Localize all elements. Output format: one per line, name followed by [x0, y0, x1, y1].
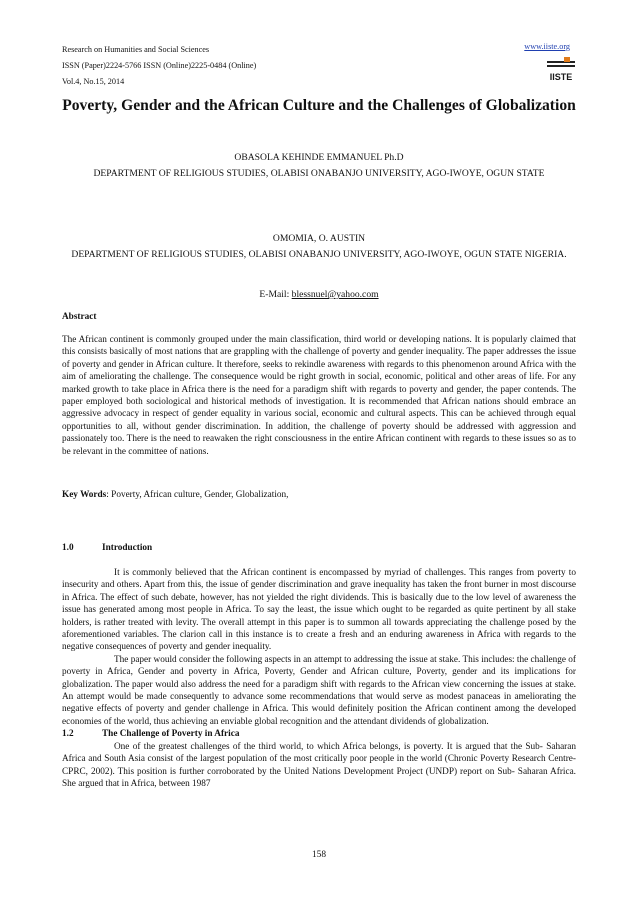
email-link[interactable]: blessnuel@yahoo.com	[291, 289, 379, 300]
section-number: 1.0	[62, 543, 74, 553]
author-2-affiliation: DEPARTMENT OF RELIGIOUS STUDIES, OLABISI ONABANJO UNIVERSITY, AGO-IWOYE, OGUN STATE NIGERIA.	[71, 249, 567, 260]
section-poverty-heading	[62, 728, 576, 740]
keywords-text: : Poverty, African culture, Gender, Globalization,	[106, 490, 289, 500]
keywords	[62, 489, 576, 501]
author-1-name: OBASOLA KEHINDE EMMANUEL Ph.D	[234, 152, 404, 163]
paragraph: It is commonly believed that the African continent is encompassed by myriad of challenges. This ranges from poverty to insecurity and others. Apart from this, the issue of gender discrimination and grave inequality has taken the front burner in most discourse in Africa. The effect of such debate, however, has not yielded the right dividends. This is basically due to the low level of awareness the issue has generated among most people in Africa. To say the least, the issue which ought to be regarded as quite pertinent by all stake holders, is rather treated with levity. The overall attempt in this paper is to summon all towards appreciating the challenge posed by the aforementioned variables. The clarion call in this instance is to create a fresh and an enduring awareness in Africa with regards to the negative consequences of poverty and gender inequality.	[62, 568, 576, 653]
abstract-heading: Abstract	[62, 312, 97, 322]
section-number: 1.2	[62, 729, 74, 740]
journal-name: Research on Humanities and Social Sciences	[62, 45, 210, 54]
paper-title: Poverty, Gender and the African Culture and the Challenges of Globalization	[62, 97, 576, 114]
paragraph: The paper would consider the following aspects in an attempt to addressing the issue at stake. This includes: the challenge of poverty in Africa, Gender and poverty in Africa, Poverty, Gender and African culture, Poverty, gender and its implications for globalization. The paper would also address the need for a paradigm shift with regards to the African view concerning the issues at stake. An attempt would be made consequently to advance some recommendations that would serve as modest panaceas in ameliorating the negative effects of poverty and gender challenge in Africa. This would definitely position the African continent among the developed economies of the world, thus achieving an enviable global recognition and the attendant dividends of globalization.	[62, 654, 576, 727]
email-label: E-Mail:	[259, 289, 292, 300]
journal-website-link[interactable]: www.iiste.org	[524, 42, 570, 51]
journal-header	[62, 42, 256, 90]
journal-volume: Vol.4, No.15, 2014	[62, 77, 125, 86]
section-intro-heading	[62, 542, 576, 554]
author-1-affiliation: DEPARTMENT OF RELIGIOUS STUDIES, OLABISI ONABANJO UNIVERSITY, AGO-IWOYE, OGUN STATE	[93, 168, 545, 179]
page-number: 158	[311, 850, 327, 860]
section-title: The Challenge of Poverty in Africa	[102, 729, 240, 740]
iiste-logo	[546, 57, 576, 83]
keywords-label: Key Words	[62, 490, 107, 500]
author-2-name: OMOMIA, O. AUSTIN	[272, 233, 366, 244]
author-email	[62, 288, 576, 301]
abstract-text: The African continent is commonly grouped under the main classification, third world or developing nations. It is popularly claimed that this consists basically of most nations that are grappling with the challenge of poverty and gender inequality. The paper addresses the issue of poverty and gender in African culture. It therefore, seeks to rekindle awareness with regards to this phenomenon around Africa with the aim of ameliorating the challenge. The consequence would be right growth in social, economic, political and other areas of life. For any marked growth to take place in Africa there is the need for a paradigm shift with regards to poverty and gender, the paper contends. The paper employed both sociological and historical methods of investigation. It is recommended that African nations should embrace an aggressive advocacy in respect of gender equality in various social, economic and cultural aspects. This can be achieved through equal opportunities to all, without gender discrimination. In addition, the challenge of poverty should be addressed with aggression and passionately too. There is the need to reawaken the right consciousness in the entire African continent with regards to these issues so as to be relevant in the committee of nations.	[62, 335, 576, 457]
journal-issn: ISSN (Paper)2224-5766 ISSN (Online)2225-0484 (Online)	[62, 61, 257, 70]
logo-text: IISTE	[549, 72, 573, 82]
section-title: Introduction	[102, 543, 153, 553]
section-intro-body	[62, 567, 576, 790]
paragraph: One of the greatest challenges of the third world, to which Africa belongs, is poverty. It is argued that the Sub- Saharan Africa and South Asia consist of the largest population of the most critically poor people in the world (Chronic Poverty Research Centre-CPRC, 2002). This position is further corroborated by the United Nations Development Project (UNDP) report on Sub- Saharan Africa. She argued that in Africa, between 1987	[62, 741, 576, 789]
